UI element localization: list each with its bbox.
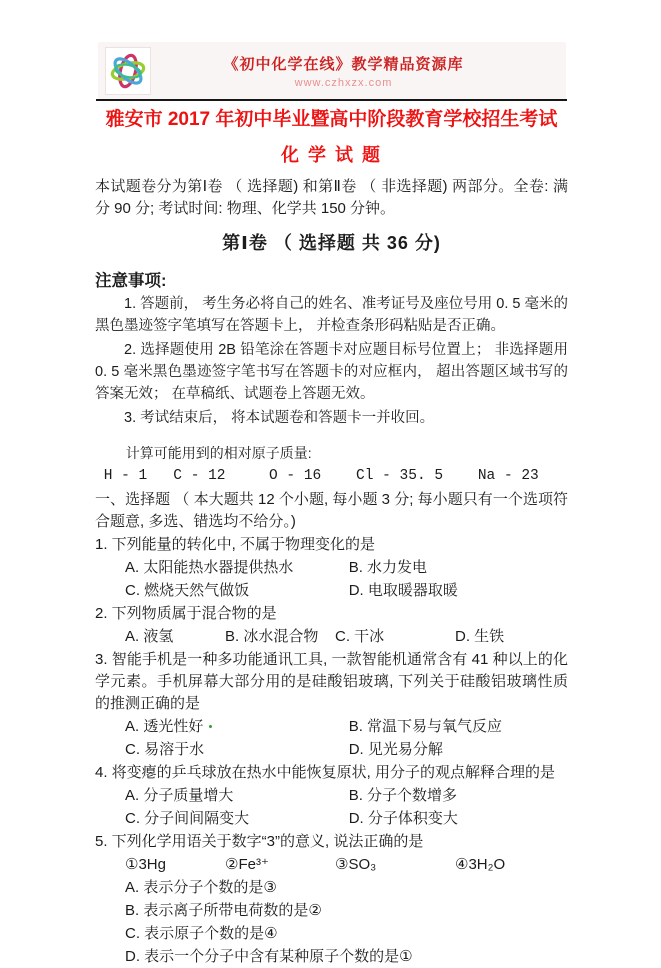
option-a: A. 表示分子个数的是③ — [125, 878, 277, 896]
site-title: 《初中化学在线》教学精品资源库 — [223, 55, 464, 73]
formula-4: ④3H₂O — [455, 855, 506, 873]
question-3-options — [95, 715, 568, 761]
question-4-stem: 4. 将变瘪的乒乓球放在热水中能恢复原状, 用分子的观点解释合理的是 — [95, 763, 556, 781]
option-b: B. 常温下易与氧气反应 — [348, 717, 503, 735]
question-5-stem: 5. 下列化学用语关于数字“3”的意义, 说法正确的是 — [95, 832, 424, 850]
exam-intro: 本试题卷分为第Ⅰ卷 （ 选择题) 和第Ⅱ卷 （ 非选择题) 两部分。全卷: 满分 90 分; 考试时间: 物理、化学共 150 分钟。 — [95, 177, 568, 217]
atomic-mass-label: 计算可能用到的相对原子质量: — [125, 444, 312, 461]
question-1-options — [95, 556, 568, 602]
notice-heading: 注意事项: — [95, 271, 167, 290]
banner-divider — [96, 99, 567, 101]
site-banner — [98, 42, 566, 99]
site-url: www.czhxzx.com — [294, 76, 393, 89]
question-5 — [95, 831, 568, 968]
stray-green-mark — [209, 725, 212, 728]
question-2 — [95, 603, 568, 648]
notice-item-3: 3. 考试结束后， 将本试题卷和答题卡一并收回。 — [124, 409, 435, 426]
option-b: B. 表示离子所带电荷数的是② — [125, 901, 322, 919]
option-d: D. 电取暖器取暖 — [348, 581, 458, 599]
formula-3: ③SO₃ — [335, 855, 377, 873]
exam-subtitle: 化 学 试 题 — [280, 144, 382, 165]
option-b: B. 分子个数增多 — [348, 786, 458, 804]
banner-text — [151, 53, 566, 89]
question-5-formulas — [95, 853, 568, 876]
option-d: D. 见光易分解 — [348, 740, 443, 758]
option-a: A. 分子质量增大 — [125, 786, 234, 804]
option-d: D. 生铁 — [455, 627, 505, 645]
formula-1: ①3Hg — [125, 855, 166, 873]
exam-title: 雅安市 2017 年初中毕业暨高中阶段教育学校招生考试 — [105, 109, 558, 130]
option-c: C. 干冰 — [335, 627, 385, 645]
option-a: A. 太阳能热水器提供热水 — [125, 558, 294, 576]
option-b: B. 水力发电 — [348, 558, 428, 576]
formula-2: ②Fe³⁺ — [225, 855, 269, 873]
atomic-mass-values: H - 1 C - 12 O - 16 Cl - 35. 5 Na - 23 — [103, 467, 539, 484]
option-c: C. 燃烧天然气做饭 — [125, 581, 250, 599]
question-3 — [95, 649, 568, 761]
question-3-stem: 3. 智能手机是一种多功能通讯工具, 一款智能机通常含有 41 种以上的化学元素。手机屏幕大部分用的是硅酸铝玻璃, 下列关于硅酸铝玻璃性质的推测正确的是 — [95, 650, 568, 712]
notice-item-1: 1. 答题前， 考生务必将自己的姓名、准考证号及座位号用 0. 5 毫米的黑色墨迹签字笔填写在答题卡上， 并检查条形码粘贴是否正确。 — [95, 295, 568, 334]
option-c: C. 易溶于水 — [125, 740, 205, 758]
option-b: B. 冰水混合物 — [225, 627, 319, 645]
option-c: C. 表示原子个数的是④ — [125, 924, 278, 942]
atom-logo-icon — [108, 50, 148, 92]
option-d: D. 分子体积变大 — [348, 809, 458, 827]
question-2-stem: 2. 下列物质属于混合物的是 — [95, 604, 277, 622]
question-1 — [95, 534, 568, 602]
question-1-stem: 1. 下列能量的转化中, 不属于物理变化的是 — [95, 535, 376, 553]
part1-heading: 第Ⅰ卷 （ 选择题 共 36 分) — [222, 232, 441, 253]
question-2-options — [95, 625, 568, 648]
question-4 — [95, 762, 568, 830]
site-logo — [105, 47, 151, 95]
section-one-intro: 一、选择题 （ 本大题共 12 个小题, 每小题 3 分; 每小题只有一个选项符合题意, 多选、错选均不给分。) — [95, 490, 568, 530]
option-d: D. 表示一个分子中含有某种原子个数的是① — [125, 947, 413, 965]
option-a-text: A. 透光性好 — [125, 717, 204, 735]
question-5-options — [95, 876, 568, 968]
question-4-options — [95, 784, 568, 830]
option-a — [125, 715, 349, 738]
notice-item-2: 2. 选择题使用 2B 铅笔涂在答题卡对应题目标号位置上； 非选择题用 0. 5 毫米黑色墨迹签字笔书写在答题卡的对应框内， 超出答题区域书写的答案无效； 在草稿纸、试题卷上答题无效。 — [95, 341, 568, 402]
option-a: A. 液氢 — [125, 627, 174, 645]
option-c: C. 分子间间隔变大 — [125, 809, 250, 827]
exam-content — [95, 106, 568, 968]
